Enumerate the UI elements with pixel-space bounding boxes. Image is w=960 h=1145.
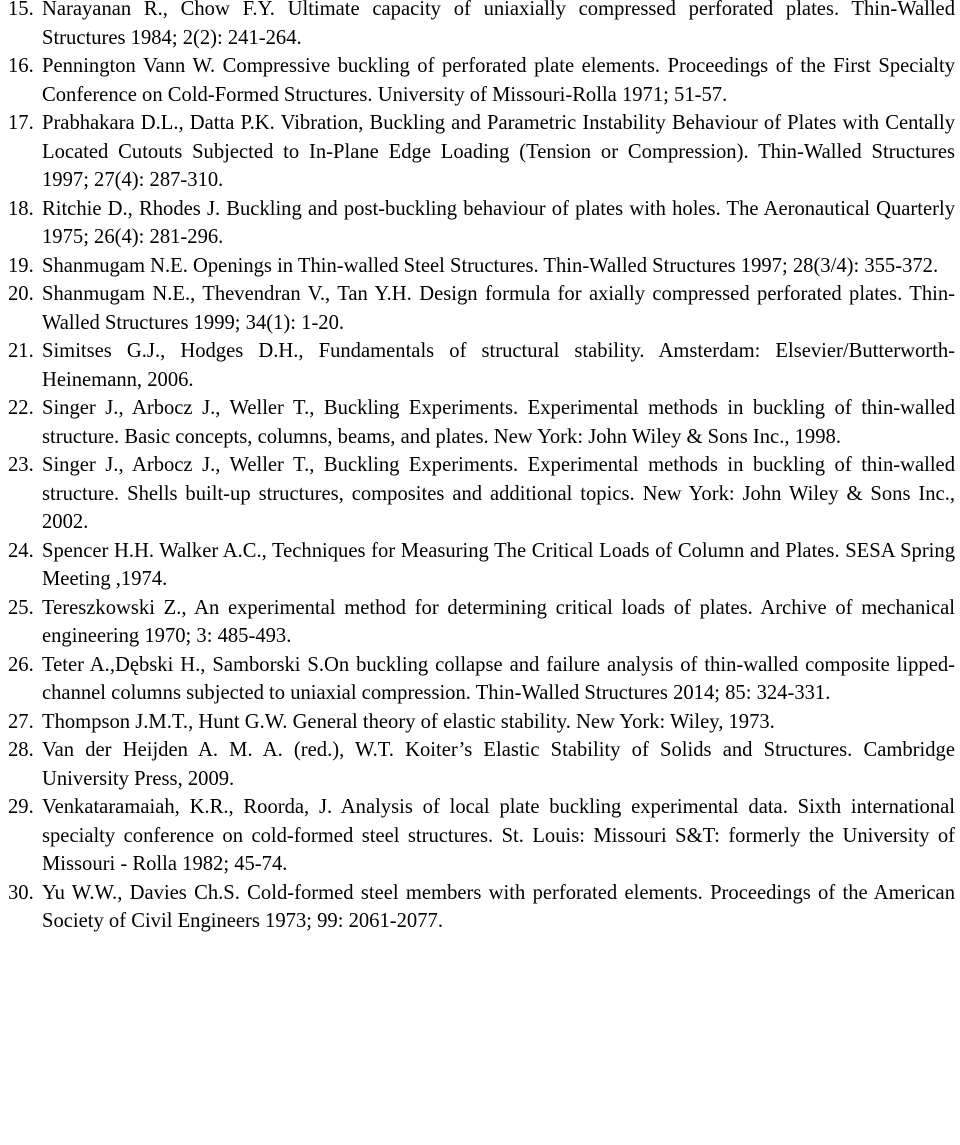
reference-number: 22. — [8, 397, 34, 419]
reference-number: 26. — [8, 653, 34, 676]
reference-number: 21. — [8, 340, 34, 362]
reference-text: Singer J., Arbocz J., Weller T., Buckling Experiments. Experimental methods in buckling of thin-walled structure. Basic concepts, columns, beams, and plates. New York: John Wiley & Sons Inc., 1998. — [42, 397, 955, 448]
reference-item — [8, 537, 955, 594]
reference-number: 17. — [8, 112, 34, 134]
reference-text: Shanmugam N.E. Openings in Thin-walled Steel Structures. Thin-Walled Structures 1997; 28(3/4): 355-372. — [42, 254, 939, 277]
reference-number: 20. — [8, 283, 34, 305]
reference-item — [8, 651, 955, 708]
reference-text: Venkataramaiah, K.R., Roorda, J. Analysis of local plate buckling experimental data. Sixth international specialty conference on cold-formed steel structures. St. Louis: Missouri S&T: formerly the University of Missouri - Rolla 1982; 45-74. — [42, 796, 955, 875]
reference-text: Spencer H.H. Walker A.C., Techniques for Measuring The Critical Loads of Column and Plates. SESA Spring Meeting ,1974. — [42, 539, 955, 590]
reference-text: Thompson J.M.T., Hunt G.W. General theory of elastic stability. New York: Wiley, 1973. — [42, 710, 775, 733]
reference-item — [8, 337, 955, 394]
reference-text: Tereszkowski Z., An experimental method for determining critical loads of plates. Archive of mechanical engineering 1970; 3: 485-493. — [42, 596, 955, 647]
reference-number: 30. — [8, 881, 34, 904]
reference-text: Teter A.,Dębski H., Samborski S.On buckling collapse and failure analysis of thin-walled composite lipped-channel columns subjected to uniaxial compression. Thin-Walled Structures 2014; 85: 324-331. — [42, 653, 955, 704]
reference-text: Van der Heijden A. M. A. (red.), W.T. Koiter’s Elastic Stability of Solids and Structures. Cambridge University Press, 2009. — [42, 739, 955, 790]
reference-text: Simitses G.J., Hodges D.H., Fundamentals of structural stability. Amsterdam: Elsevier/Butterworth-Heinemann, 2006. — [42, 340, 955, 391]
reference-text: Yu W.W., Davies Ch.S. Cold-formed steel members with perforated elements. Proceedings of the American Society of Civil Engineers 1973; 99: 2061-2077. — [42, 881, 955, 932]
reference-item — [8, 252, 955, 281]
reference-item — [8, 109, 955, 195]
reference-number: 23. — [8, 454, 34, 476]
reference-item — [8, 793, 955, 879]
reference-number: 29. — [8, 796, 34, 818]
reference-text: Narayanan R., Chow F.Y. Ultimate capacity of uniaxially compressed perforated plates. Thin-Walled Structures 1984; 2(2): 241-264. — [42, 0, 955, 49]
reference-text: Prabhakara D.L., Datta P.K. Vibration, Buckling and Parametric Instability Behaviour of Plates with Centally Located Cutouts Subjected to In-Plane Edge Loading (Tension or Compression). Thin-Walled Structures 1997; 27(4): 287-310. — [42, 112, 955, 191]
reference-item — [8, 708, 955, 737]
reference-list — [8, 0, 955, 936]
reference-item — [8, 451, 955, 537]
reference-item — [8, 736, 955, 793]
reference-text: Ritchie D., Rhodes J. Buckling and post-buckling behaviour of plates with holes. The Aeronautical Quarterly 1975; 26(4): 281-296. — [42, 197, 955, 248]
reference-number: 25. — [8, 596, 34, 619]
reference-number: 27. — [8, 710, 34, 733]
reference-item — [8, 594, 955, 651]
reference-number: 24. — [8, 539, 34, 562]
reference-number: 15. — [8, 0, 34, 20]
reference-number: 28. — [8, 739, 34, 761]
reference-text: Pennington Vann W. Compressive buckling of perforated plate elements. Proceedings of the First Specialty Conference on Cold-Formed Structures. University of Missouri-Rolla 1971; 51-57. — [42, 55, 955, 106]
reference-item — [8, 195, 955, 252]
reference-number: 19. — [8, 254, 34, 277]
reference-item — [8, 879, 955, 936]
reference-item — [8, 0, 955, 52]
reference-text: Singer J., Arbocz J., Weller T., Buckling Experiments. Experimental methods in buckling of thin-walled structure. Shells built-up structures, composites and additional topics. New York: John Wiley & Sons Inc., 2002. — [42, 454, 955, 533]
reference-number: 16. — [8, 55, 34, 77]
reference-number: 18. — [8, 197, 34, 220]
reference-text: Shanmugam N.E., Thevendran V., Tan Y.H. Design formula for axially compressed perforated plates. Thin-Walled Structures 1999; 34(1): 1-20. — [42, 283, 955, 334]
reference-item — [8, 280, 955, 337]
reference-item — [8, 52, 955, 109]
reference-item — [8, 394, 955, 451]
